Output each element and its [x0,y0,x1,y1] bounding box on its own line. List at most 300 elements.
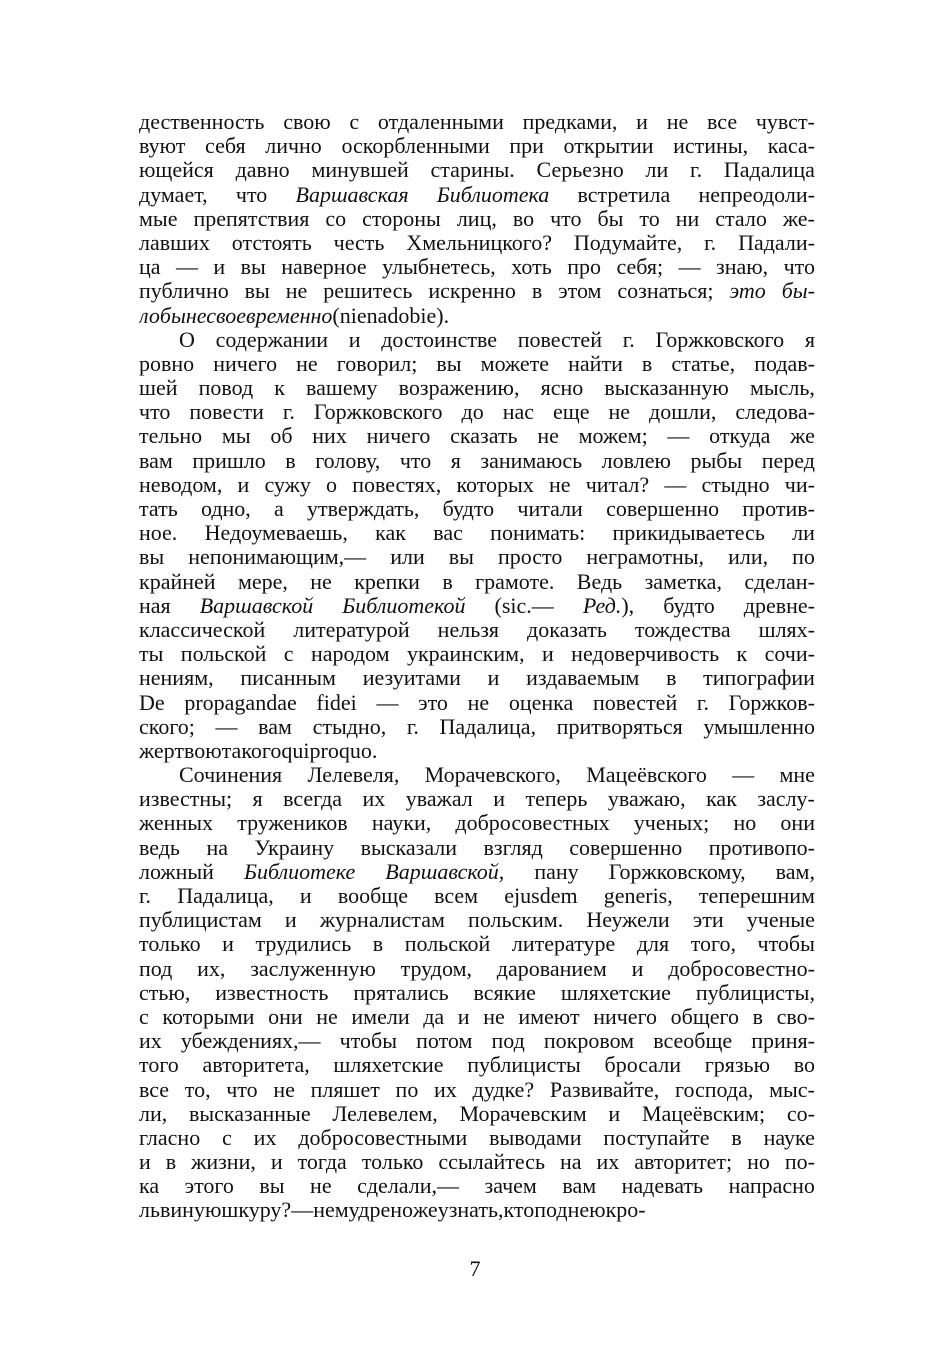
word: их [362,787,386,812]
word: их, [197,956,226,981]
word: заслуженную [250,956,376,981]
body-text [139,110,815,1223]
word: предками, [522,110,618,134]
text-line [139,376,815,400]
word: чтобы [757,932,815,957]
word: (nie [332,303,367,328]
word: — [732,763,755,788]
word: на [559,1150,582,1175]
word: то, [184,1077,211,1102]
text-line [139,1053,815,1077]
word: грязью [704,1053,771,1078]
word: выводами [489,1125,582,1150]
text-line [139,110,815,134]
word: в [731,1125,742,1150]
word: с [222,1125,232,1150]
word: и [222,932,234,957]
word: сво- [776,1004,815,1029]
word: заслу- [757,787,815,812]
word: под [139,956,173,981]
word: Библиотека [436,182,550,207]
word: статье, [671,351,736,376]
word: бы [159,303,186,328]
word: О [179,327,195,352]
word: и [299,884,312,908]
word: дошли, [649,400,717,425]
word: читал? [585,472,650,497]
word: в [442,569,453,594]
text-line [139,352,815,376]
word: с [283,642,294,667]
text-line [139,594,815,618]
word: стороны [362,206,441,231]
word: я [252,787,263,812]
word: Хмельницкого? [406,230,553,255]
word: нею [567,1198,606,1223]
word: литературе [511,932,616,957]
word: приня- [751,1029,815,1054]
word: г. [690,158,703,183]
word: литературой [293,617,410,642]
word: dobie). [387,303,450,328]
word: уважаю, [607,787,686,812]
word: прятались [353,980,449,1005]
word: как [706,787,737,812]
word: сужу [264,472,311,497]
word: сознаться; [617,279,714,304]
word: что [139,400,171,425]
word: и [457,1004,470,1029]
word: улыбнетесь, [382,255,496,280]
word: только [139,932,201,957]
word: тать [139,497,178,521]
word: просто [497,545,563,570]
text-line [139,279,815,303]
word: заметка, [644,569,722,594]
word: встретила [577,182,671,207]
word: трудом, [400,956,472,981]
word: ничего [213,351,278,376]
word: чтобы [339,1029,398,1054]
word: писанным [240,666,336,691]
word: имели [351,1004,410,1029]
word: не [537,424,559,449]
word: пляшет [310,1077,380,1102]
word: ни [675,206,700,231]
word: повести [189,400,264,425]
word: то [639,206,660,231]
word: Библиотеке [244,859,356,884]
text-line [139,1174,815,1198]
word: и [237,472,250,497]
word: повестях, [352,472,442,497]
word: не [316,1004,338,1029]
word: г. [704,230,717,255]
word: Мацеёвским; [641,1101,766,1126]
word: мысль, [749,376,815,401]
word: свою [283,110,331,134]
word: их [596,1150,620,1175]
word: надевать [621,1174,704,1199]
word: господа, [674,1077,754,1102]
word: публицисты, [695,980,815,1005]
word: да [423,1004,445,1029]
word: Варшавской [199,593,314,618]
word: мые [139,206,178,231]
word: ничего [366,424,431,449]
word: стью, [139,980,191,1005]
word: следова- [735,400,815,425]
word: иезуитами [362,666,461,691]
word: generis, [603,884,673,908]
word: женных [139,811,214,836]
word: вы [436,351,462,376]
word: жизни, [191,1150,256,1175]
word: вам [139,448,173,473]
word: Морачевским [459,1101,587,1126]
word: не [483,1004,505,1029]
text-line [139,787,815,811]
word: их [139,1029,162,1054]
word: с [139,1004,149,1029]
word: себя; [616,255,664,280]
word: минувшей [311,158,409,183]
word: и [213,255,226,280]
word: Варшавской, [385,859,505,884]
word: их [253,1125,277,1150]
text-line [139,932,815,956]
text-line [139,618,815,642]
word: ка [139,1174,160,1199]
word: думает, [139,182,208,207]
word: Неужели [586,908,670,933]
word: — [376,690,399,715]
word: вы [244,279,270,304]
word: ничего [593,1004,658,1029]
word: одно, [200,497,251,521]
word: я [450,448,461,473]
word: добросовестными [298,1125,468,1150]
word: уважал [405,787,473,812]
word: неграмотны, [586,545,705,570]
word: ского; [139,714,195,739]
word: Морачевского, [424,763,561,788]
word: отдаленными [377,110,504,134]
word: лично [265,134,322,159]
word: Развивайте, [549,1077,660,1102]
word: ло [139,303,160,328]
word: для [636,932,670,957]
word: дественность [139,110,265,134]
word: вообще [337,884,408,908]
word: только [361,1150,424,1175]
word: это [418,690,448,715]
word: а [274,497,284,521]
word: они [268,1004,303,1029]
word: вам, [775,859,815,884]
word: ца [139,255,161,280]
word: что [226,1077,258,1102]
word: возражению, [398,376,520,401]
word: ющейся [139,158,214,183]
word: мыс- [769,1077,815,1102]
text-line [139,1198,815,1222]
word: этом [558,279,602,304]
text-line [139,1150,815,1174]
word: дудке? [472,1077,535,1102]
word: шлях- [758,617,815,642]
word: утверждать, [307,497,420,521]
word: Варшавская [295,182,409,207]
word: ученые [746,908,815,933]
word: quo. [338,738,378,763]
word: чи- [784,472,815,497]
word: не [608,400,631,425]
word: ясно [540,376,584,401]
word: высказанные [189,1101,311,1126]
word: и [270,1150,283,1175]
text-line [139,473,815,497]
word: их [434,1077,457,1102]
word: грамоте. [475,569,555,594]
word: Горжковскому, [608,859,746,884]
word: напрасно [728,1174,815,1199]
word: будто [663,593,715,618]
word: Горжковского [655,327,785,352]
word: вуют [139,134,186,159]
word: не [313,1198,335,1223]
word: при [509,134,544,159]
word: Лелевелем, [332,1101,438,1126]
word: древне- [743,593,815,618]
word: стыдно [701,472,770,497]
text-line [139,570,815,594]
word: Мацеёвского [586,763,707,788]
word: открытии [563,134,654,159]
word: всеобще [653,1029,733,1054]
word: узнать, [437,1198,504,1223]
word: взгляд [483,835,543,860]
word: сделан- [744,569,815,594]
word: потом [416,1029,473,1054]
word: кто [503,1198,535,1223]
word: ли, [139,1101,168,1126]
word: — [215,714,238,739]
paragraph [139,328,815,763]
word: подав- [754,351,815,376]
word: шей [139,376,178,401]
word: ученых; [633,811,710,836]
word: несвоевременно [185,303,333,328]
word: что [399,448,432,473]
word: рыбы [690,448,743,473]
word: высказанную [604,376,729,401]
word: крайней [139,569,216,594]
word: вы [139,545,165,570]
word: и [284,908,297,933]
word: истины, [673,134,749,159]
word: непонимающим,— [188,545,367,570]
word: против- [742,497,815,521]
word: типографии [703,666,815,691]
word: содержании [215,327,328,352]
text-line [139,304,815,328]
word: Недоумеваешь, [204,521,348,546]
word: сочи- [764,642,815,667]
word: не [285,279,308,304]
word: того [139,1053,179,1078]
word: зачем [484,1174,537,1199]
word: ты [139,642,164,667]
word: во [793,1053,815,1078]
word: жертвою [139,738,222,763]
word: лиц, [456,206,497,231]
word: же [790,424,815,449]
word: публицистам [139,908,262,933]
word: г. [622,327,635,352]
text-line [139,207,815,231]
text-line [139,715,815,739]
paragraph [139,763,815,1223]
word: или, [728,545,769,570]
word: повестей [592,690,678,715]
word: Украину [254,835,335,860]
word: этого [184,1174,234,1199]
word: публицисты [467,1053,581,1078]
word: крепки [354,569,420,594]
word: всякие [473,980,536,1005]
word: эти [692,908,724,933]
word: стало [715,206,767,231]
word: шляхетские [333,1053,444,1078]
text-line [139,255,815,279]
word: в [165,1150,177,1175]
word: мне [779,763,815,788]
text-line [139,981,815,1005]
word: старины. [430,158,515,183]
word: и [487,666,500,691]
word: понимать: [490,521,586,546]
text-line [139,763,815,787]
word: найти [568,351,623,376]
text-line [139,1126,815,1150]
word: Подумайте, [573,230,683,255]
word: вам [562,1174,597,1199]
word: они [780,811,815,836]
word: Ведь [576,569,623,594]
word: теперь [525,787,588,812]
word: недоверчивость [571,642,720,667]
word: стыдно, [312,714,387,739]
word: по [395,1077,419,1102]
word: которыми [162,1004,255,1029]
text-line [139,860,815,884]
word: но [733,811,757,836]
word: нениям, [139,666,214,691]
word: повод [198,376,254,401]
word: повестей [517,327,602,352]
word: что [783,255,815,280]
word: чувст- [755,110,815,134]
word: и [542,642,554,667]
word: не [310,1174,332,1199]
word: гласно [139,1125,201,1150]
word: оценка [508,690,574,715]
word: читали [517,497,583,521]
word: известность [215,980,329,1005]
word: ловлею [601,448,671,473]
word: и [139,1150,151,1175]
word: и [636,110,648,134]
word: ссылайтесь [438,1150,545,1175]
word: об [270,424,293,449]
word: лавших [139,230,210,255]
word: вам [258,714,292,739]
word: сказать [450,424,518,449]
word: — [291,1198,314,1223]
text-line [139,811,815,835]
word: науки, [371,811,432,836]
text-line [139,836,815,860]
word: польским. [468,908,564,933]
word: na [366,303,388,328]
word: Горжков- [728,690,815,715]
word: по- [784,1150,815,1175]
word: fidei [316,690,357,715]
word: хоть [511,255,552,280]
word: притворяться [556,714,683,739]
word: шкуру? [221,1198,292,1223]
word: не [296,351,318,376]
word: о [326,472,338,497]
text-line [139,1078,815,1102]
word: занимаюсь [480,448,583,473]
word: вы [240,255,266,280]
word: журналистам [319,908,445,933]
word: все [707,110,738,134]
word: авторитет; [634,1150,733,1175]
word: как [375,521,406,546]
word: в [666,666,677,691]
text-line [139,884,815,908]
word: бы [597,206,624,231]
word: покровом [543,1029,635,1054]
word: тогда [297,1150,347,1175]
word: Библиотекой [342,593,466,618]
text-line [139,739,815,763]
text-line [139,666,815,690]
word: что [235,182,268,207]
word: убеждениях,— [180,1029,321,1054]
word: доказать [527,617,607,642]
word: мере, [237,569,288,594]
word: ejusdem [504,884,578,908]
word: пришло [192,448,266,473]
word: ложный [139,859,214,884]
word: — [667,424,690,449]
word: — [664,472,687,497]
word: украинским, [406,642,525,667]
word: отстоять [231,230,312,255]
word: и [631,956,644,981]
word: под [491,1029,525,1054]
page-number: 7 [469,1256,481,1281]
word: всем [434,884,479,908]
word: со [325,206,347,231]
word: — [678,255,701,280]
word: сделали,— [357,1174,460,1199]
word: г. [282,400,295,425]
